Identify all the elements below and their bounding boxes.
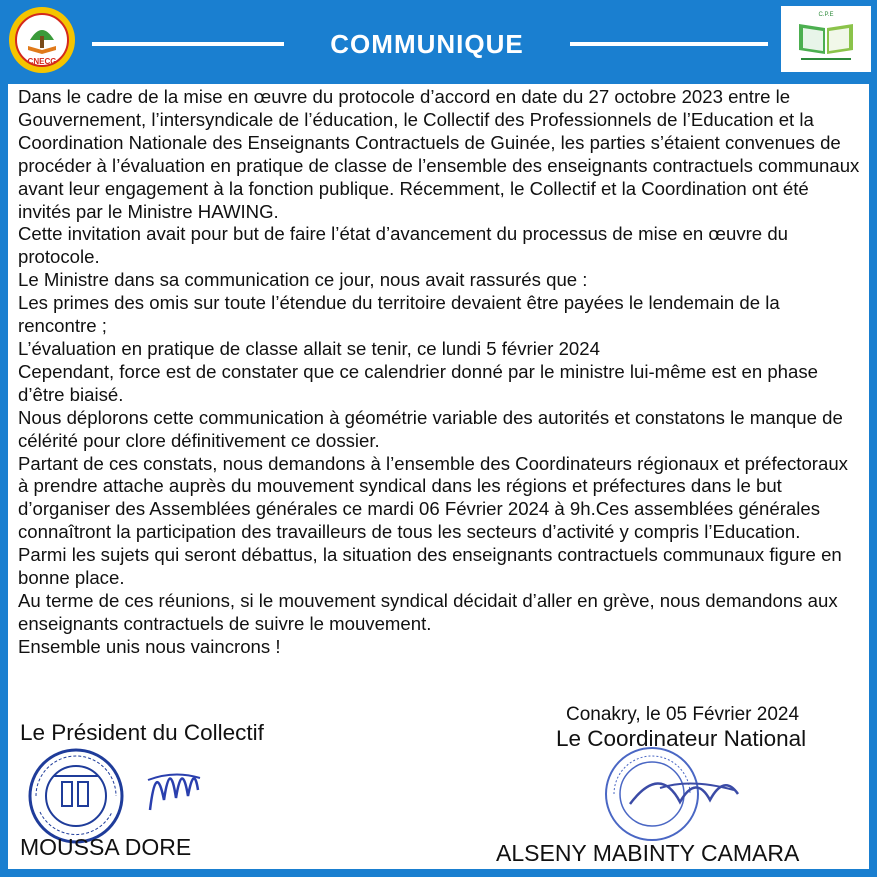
communique-body <box>8 84 869 869</box>
cpe-logo <box>781 6 871 72</box>
header-band <box>0 0 877 84</box>
paragraph: Parmi les sujets qui seront débattus, la situation des enseignants contractuels communaux figure en bonne place. <box>18 544 842 589</box>
coordinator-name: ALSENY MABINTY CAMARA <box>496 840 800 866</box>
paragraph: Les primes des omis sur toute l’étendue du territoire devaient être payées le lendemain de la rencontre ; <box>18 292 780 337</box>
cnecg-logo <box>8 6 76 74</box>
paragraph: Au terme de ces réunions, si le mouvement syndical décidait d’aller en grève, nous demandons aux enseignants contractuels de suivre le mouvement. <box>18 589 838 634</box>
place-date: Conakry, le 05 Février 2024 <box>566 704 800 725</box>
page-title: COMMUNIQUE <box>330 29 524 59</box>
paragraph: Cette invitation avait pour but de faire l’état d’avancement du processus de mise en œuvre du protocole. <box>18 223 788 268</box>
title-rule-left <box>92 42 284 46</box>
paragraph: L’évaluation en pratique de classe allait se tenir, ce lundi 5 février 2024 <box>18 337 600 359</box>
coordinator-title: Le Coordinateur National <box>556 726 807 751</box>
president-name: MOUSSA DORE <box>20 834 192 860</box>
paragraph: Ensemble unis nous vaincrons ! <box>18 635 281 657</box>
cpe-logo-text: C.P.E <box>818 12 834 18</box>
body-text <box>18 86 860 659</box>
paragraph: Cependant, force est de constater que ce calendrier donné par le ministre lui-même est en phase d’être biaisé. <box>18 360 818 405</box>
paragraph: Dans le cadre de la mise en œuvre du protocole d’accord en date du 27 octobre 2023 entre le Gouvernement, l’intersyndicale de l’éducation, le Collectif des Professionnels de l’Education et la Coordination Nationale des Enseignants Contractuels de Guinée, les parties s’étaient convenues de procéder à l’évaluation en pratique de classe de l’ensemble des enseignants contractuels communaux avant leur engagement à la fonction publique. Récemment, le Collectif et la Coordination ont été invités par le Ministre HAWING. <box>18 86 860 222</box>
cnecg-logo-text: CNECG <box>27 57 57 66</box>
paragraph: Nous déplorons cette communication à géométrie variable des autorités et constatons le manque de célérité pour clore définitivement ce dossier. <box>18 406 843 451</box>
title-rule-right <box>570 42 768 46</box>
paragraph: Partant de ces constats, nous demandons à l’ensemble des Coordinateurs régionaux et préfectoraux à prendre attache auprès du mouvement syndical dans les régions et préfectures dans le but d’organiser des Assemblées générales ce mardi 06 Février 2024 à 9h.Ces assemblées générales connaîtront la participation des travailleurs de tous les secteurs d’activité y compris l’Education. <box>18 452 848 543</box>
cpe-stamp-icon <box>22 746 134 846</box>
president-signature-icon <box>144 750 204 820</box>
coordination-stamp-icon <box>600 744 750 844</box>
paragraph: Le Ministre dans sa communication ce jour, nous avait rassurés que : <box>18 269 588 291</box>
president-title: Le Président du Collectif <box>20 720 264 745</box>
